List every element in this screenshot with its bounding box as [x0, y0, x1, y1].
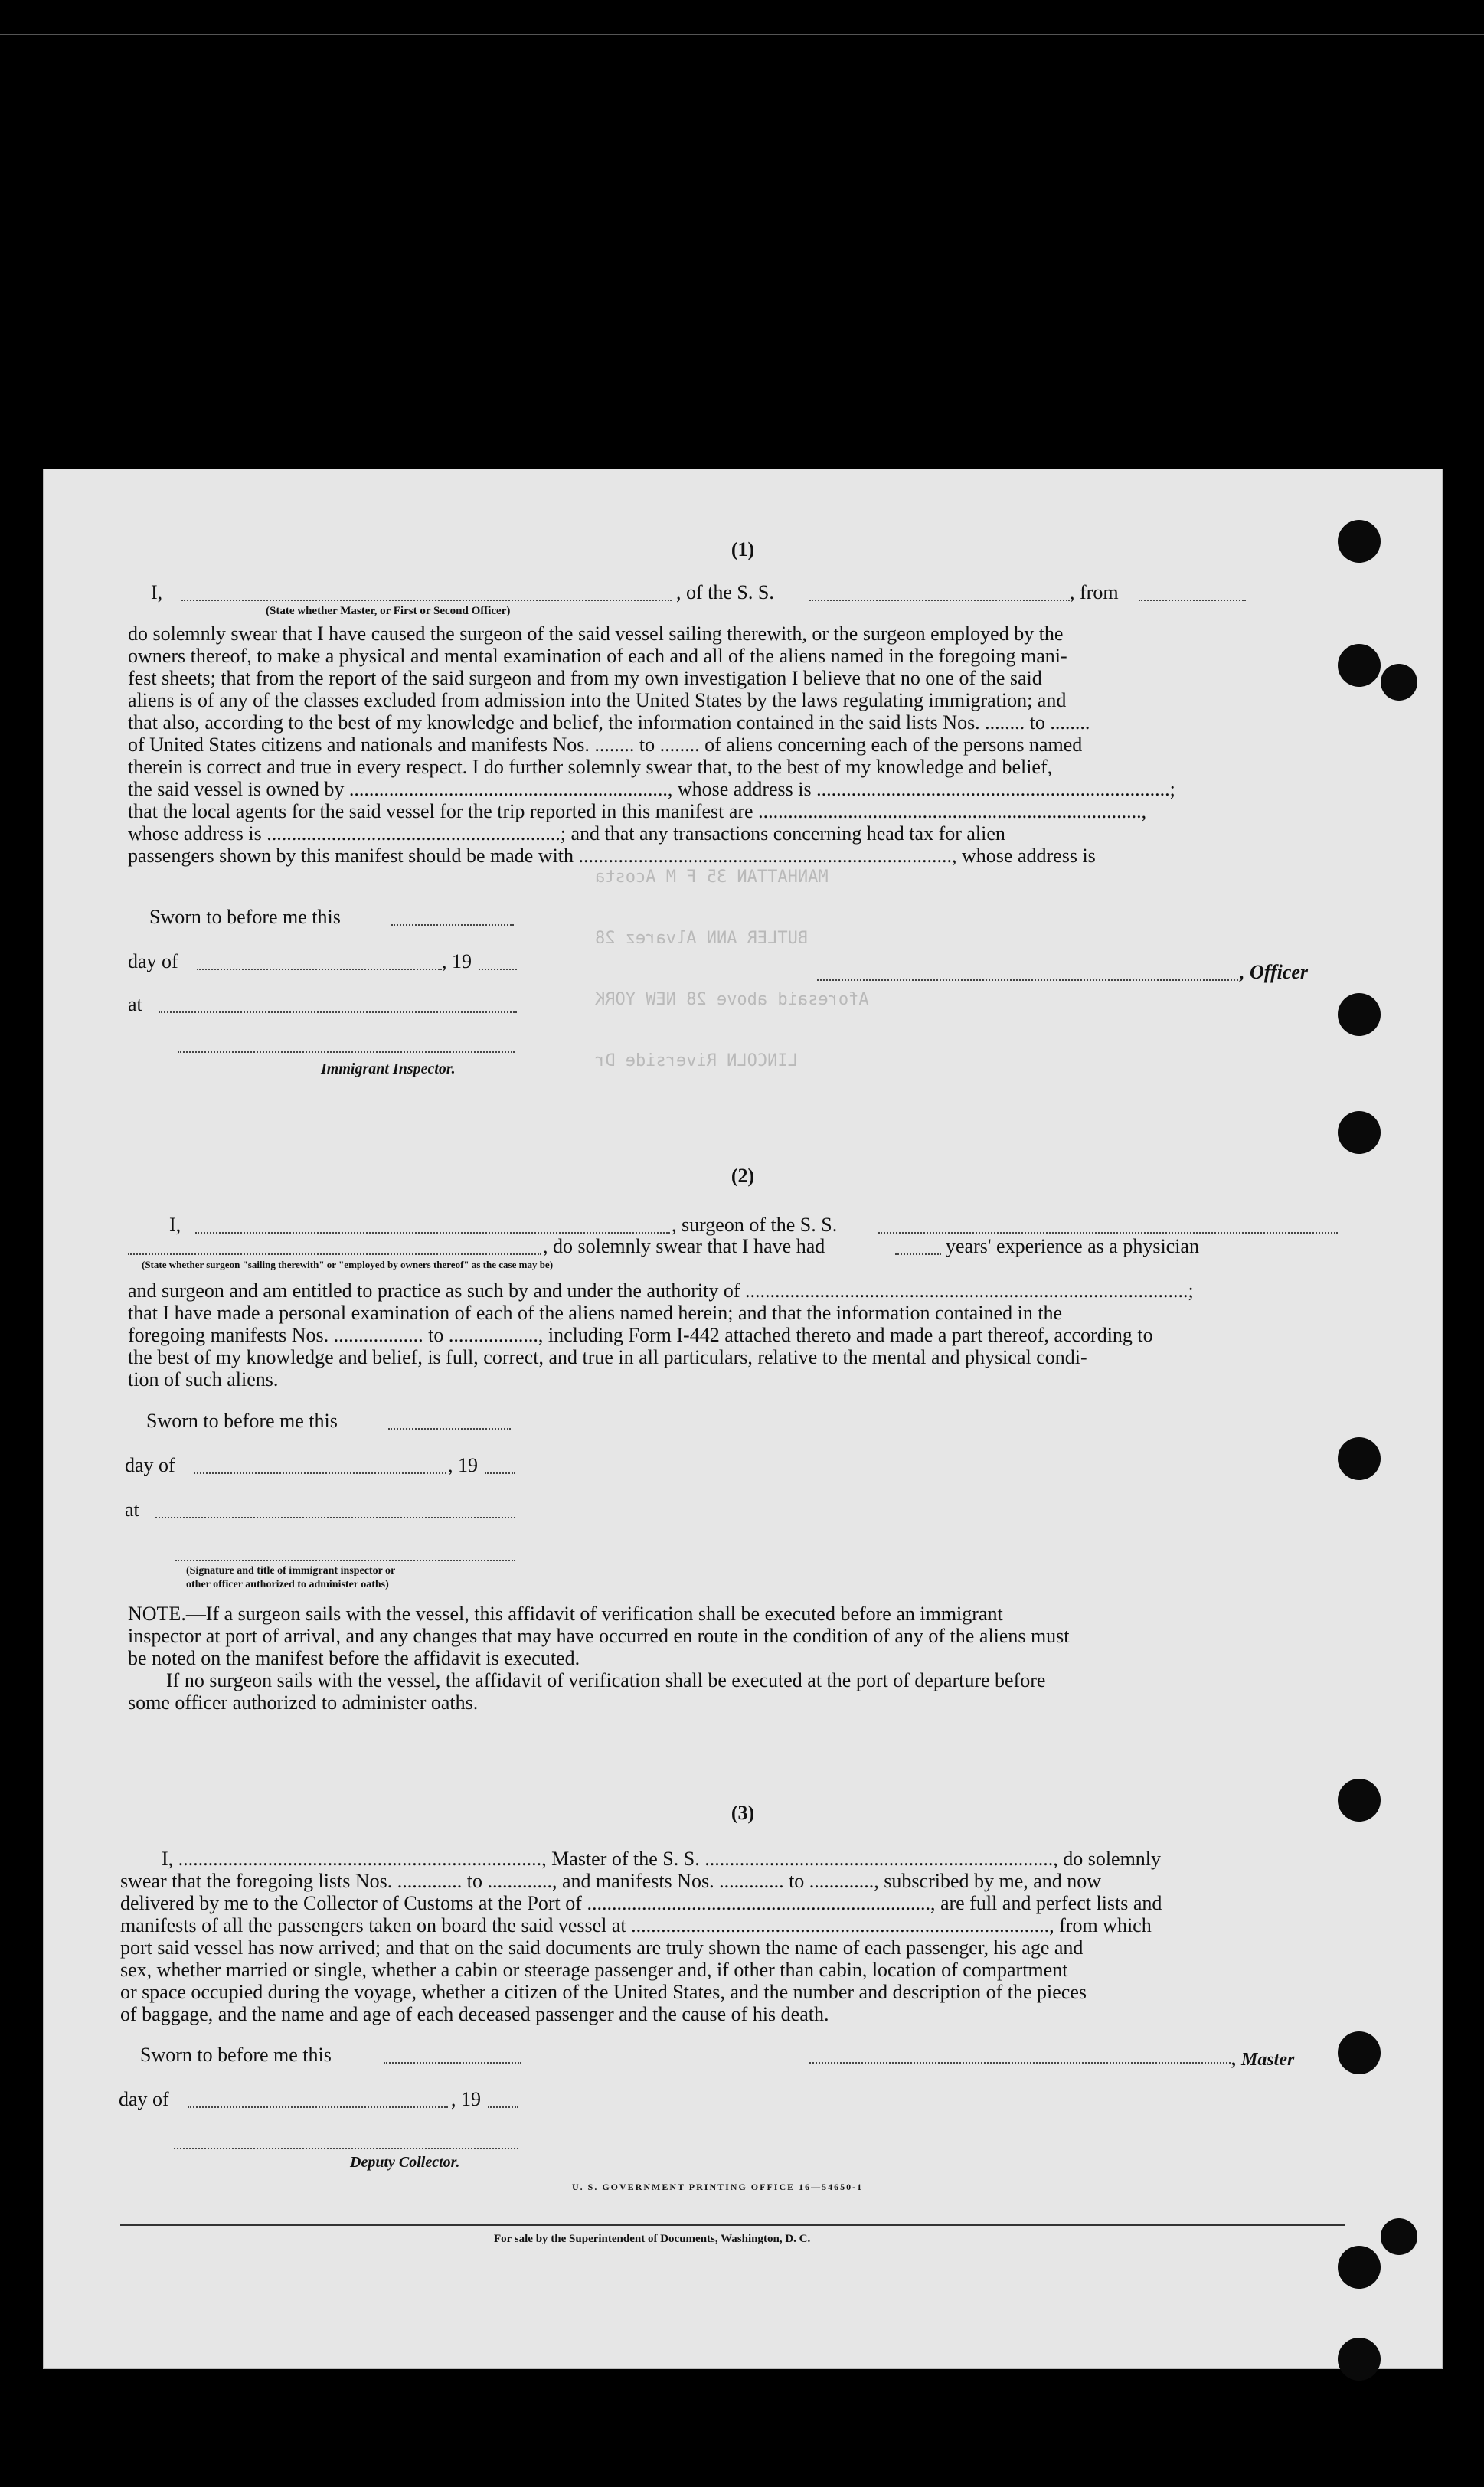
s1-sworn-field[interactable]: [391, 924, 514, 926]
s1-of-ss-label: , of the S. S.: [676, 581, 774, 603]
s3-sworn-label: Sworn to before me this: [140, 2044, 332, 2066]
s2-body-line: tion of such aliens.: [128, 1368, 279, 1391]
s1-officer-label: , Officer: [1240, 961, 1309, 983]
s2-signature-field[interactable]: [175, 1560, 515, 1561]
s2-note-line: some officer authorized to administer oaths.: [128, 1691, 479, 1714]
s2-body-line: and surgeon and am entitled to practice as such by and under the authority of .........................................................................................;: [128, 1279, 1194, 1302]
s3-body-line: of baggage, and the name and age of each deceased passenger and the cause of his death.: [120, 2003, 829, 2025]
s3-body-line: I, ........................................................................., Master of the S. S. ......................................................................, do solemnly: [162, 1848, 1162, 1870]
punch-hole: [1338, 1111, 1381, 1154]
s2-day-field[interactable]: [194, 1472, 446, 1474]
s1-officer-field[interactable]: [181, 600, 672, 601]
bleed-through: Aforesaid above 28 NEW YORK: [595, 990, 869, 1009]
s1-from-label: , from: [1070, 581, 1119, 603]
s2-years-field[interactable]: [895, 1253, 941, 1255]
s2-surgeon-label: , surgeon of the S. S.: [672, 1214, 838, 1236]
sale-notice: For sale by the Superintendent of Documents, Washington, D. C.: [494, 2233, 811, 2245]
punch-hole: [1338, 2031, 1381, 2074]
s2-sworn-field[interactable]: [388, 1428, 511, 1430]
punch-hole: [1338, 1437, 1381, 1480]
s2-name-field[interactable]: [195, 1232, 670, 1234]
s1-year-label: , 19: [442, 950, 472, 972]
s1-inspector-signature-field[interactable]: [178, 1051, 515, 1053]
s1-body-line: owners thereof, to make a physical and mental examination of each and all of the aliens named in the foregoing mani-: [128, 645, 1067, 667]
s1-vessel-field[interactable]: [809, 600, 1070, 601]
s2-note-line: NOTE.—If a surgeon sails with the vessel, this affidavit of verification shall be executed before an immigrant: [128, 1603, 1003, 1625]
s3-deputy-signature-field[interactable]: [174, 2148, 518, 2149]
s3-body-line: swear that the foregoing lists Nos. ............. to ............., and manifests Nos. ............. to ............., subscribed by me, and now: [120, 1870, 1102, 1892]
s1-body-line: do solemnly swear that I have caused the surgeon of the said vessel sailing therewith, or the surgeon employed by the: [128, 623, 1064, 645]
punch-hole: [1381, 2218, 1417, 2255]
s3-year-field[interactable]: [488, 2106, 518, 2108]
s3-body-line: sex, whether married or single, whether a cabin or steerage passenger and, if other than cabin, location of compartment: [120, 1959, 1068, 1981]
s2-year-label: , 19: [448, 1454, 478, 1476]
s3-body-line: manifests of all the passengers taken on board the said vessel at ...................................................................................., from which: [120, 1914, 1152, 1936]
s1-at-field[interactable]: [159, 1011, 517, 1013]
s2-status-field[interactable]: [128, 1253, 541, 1255]
s1-at-label: at: [128, 993, 142, 1015]
s1-sworn-label: Sworn to before me this: [149, 906, 341, 928]
s3-deputy-label: Deputy Collector.: [350, 2154, 460, 2171]
s3-body-line: port said vessel has now arrived; and that on the said documents are truly shown the name of each passenger, his age and: [120, 1936, 1084, 1959]
bleed-through: MANHATTAN 35 F M Acosta: [595, 868, 829, 887]
s2-sworn-label: Sworn to before me this: [146, 1410, 338, 1432]
s2-sig-caption-2: other officer authorized to administer oaths): [186, 1579, 389, 1590]
s1-body-line: that also, according to the best of my knowledge and belief, the information contained in the said lists Nos. ........ to ........: [128, 711, 1090, 734]
s2-vessel-field[interactable]: [878, 1232, 1338, 1234]
s2-note-line: If no surgeon sails with the vessel, the affidavit of verification shall be executed at the port of departure before: [166, 1669, 1046, 1691]
s1-inspector-label: Immigrant Inspector.: [321, 1060, 456, 1077]
s1-body-line: aliens is of any of the classes excluded from admission into the United States by the laws regulating immigration; and: [128, 689, 1067, 711]
s1-caption: (State whether Master, or First or Second Officer): [266, 605, 511, 617]
s1-body-line: of United States citizens and nationals and manifests Nos. ........ to ........ of aliens concerning each of the persons named: [128, 734, 1083, 756]
s2-i-label: I,: [169, 1214, 181, 1236]
manifest-verification-page: [43, 469, 1443, 2369]
s2-body-line: foregoing manifests Nos. .................. to .................., including Form I-442 attached thereto and made a part thereof, according to: [128, 1324, 1153, 1346]
s1-body-line: the said vessel is owned by ................................................................, whose address is .......................................................................;: [128, 778, 1175, 800]
punch-hole: [1338, 2246, 1381, 2289]
s1-body-line: therein is correct and true in every respect. I do further solemnly swear that, to the best of my knowledge and belief,: [128, 756, 1053, 778]
punch-hole: [1381, 664, 1417, 701]
s2-body-line: the best of my knowledge and belief, is full, correct, and true in all particulars, relative to the mental and physical condi-: [128, 1346, 1087, 1368]
s2-swear-label: , do solemnly swear that I have had: [543, 1235, 825, 1257]
s2-caption: (State whether surgeon "sailing therewith" or "employed by owners thereof" as the case may be): [142, 1259, 554, 1270]
bleed-through: LINCOLN Riverside Dr: [595, 1051, 798, 1070]
s3-year-label: , 19: [451, 2088, 481, 2110]
s1-body-line: whose address is ...........................................................; and that any transactions concerning head tax for alien: [128, 822, 1005, 845]
section-2-heading: (2): [731, 1165, 755, 1187]
s2-years-label: years' experience as a physician: [946, 1235, 1199, 1257]
s3-body-line: or space occupied during the voyage, whether a citizen of the United States, and the number and description of the pieces: [120, 1981, 1087, 2003]
printing-office-imprint: U. S. GOVERNMENT PRINTING OFFICE 16—54650-1: [572, 2181, 864, 2192]
s2-year-field[interactable]: [485, 1472, 515, 1474]
s1-year-field[interactable]: [479, 969, 517, 970]
s3-master-signature-field[interactable]: [809, 2062, 1231, 2064]
section-3-heading: (3): [731, 1802, 755, 1824]
s2-sig-caption-1: (Signature and title of immigrant inspector or: [186, 1565, 396, 1577]
s3-body-line: delivered by me to the Collector of Customs at the Port of ....................................................................., are full and perfect lists and: [120, 1892, 1162, 1914]
section-1-heading: (1): [731, 538, 755, 560]
s3-day-label: day of: [119, 2088, 169, 2110]
punch-hole: [1338, 2338, 1381, 2381]
s1-body-line: that the local agents for the said vessel for the trip reported in this manifest are .............................................................................,: [128, 800, 1147, 822]
s3-day-field[interactable]: [188, 2106, 448, 2108]
s2-note-line: be noted on the manifest before the affidavit is executed.: [128, 1647, 580, 1669]
s1-body-line: passengers shown by this manifest should be made with ..........................................................................., whose address is: [128, 845, 1096, 867]
s2-at-field[interactable]: [155, 1517, 515, 1518]
s1-from-field[interactable]: [1139, 600, 1246, 601]
bleed-through: BUTLER ANN Alvarez 28: [595, 929, 809, 948]
footer-rule: [120, 2224, 1345, 2226]
s3-master-label: , Master: [1232, 2050, 1295, 2070]
scan-top-rule: [0, 34, 1484, 35]
s1-body-line: fest sheets; that from the report of the said surgeon and from my own investigation I believe that no one of the said: [128, 667, 1042, 689]
punch-hole: [1338, 993, 1381, 1036]
s1-day-label: day of: [128, 950, 178, 972]
s2-day-label: day of: [125, 1454, 175, 1476]
s1-day-field[interactable]: [197, 969, 442, 970]
s2-body-line: that I have made a personal examination of each of the aliens named herein; and that the information contained in the: [128, 1302, 1063, 1324]
s2-note-line: inspector at port of arrival, and any changes that may have occurred en route in the condition of any of the aliens must: [128, 1625, 1070, 1647]
punch-hole: [1338, 644, 1381, 687]
s2-at-label: at: [125, 1498, 139, 1521]
s1-officer-signature-field[interactable]: [817, 979, 1238, 981]
s3-sworn-field[interactable]: [384, 2062, 521, 2064]
s1-i-label: I,: [151, 581, 163, 603]
